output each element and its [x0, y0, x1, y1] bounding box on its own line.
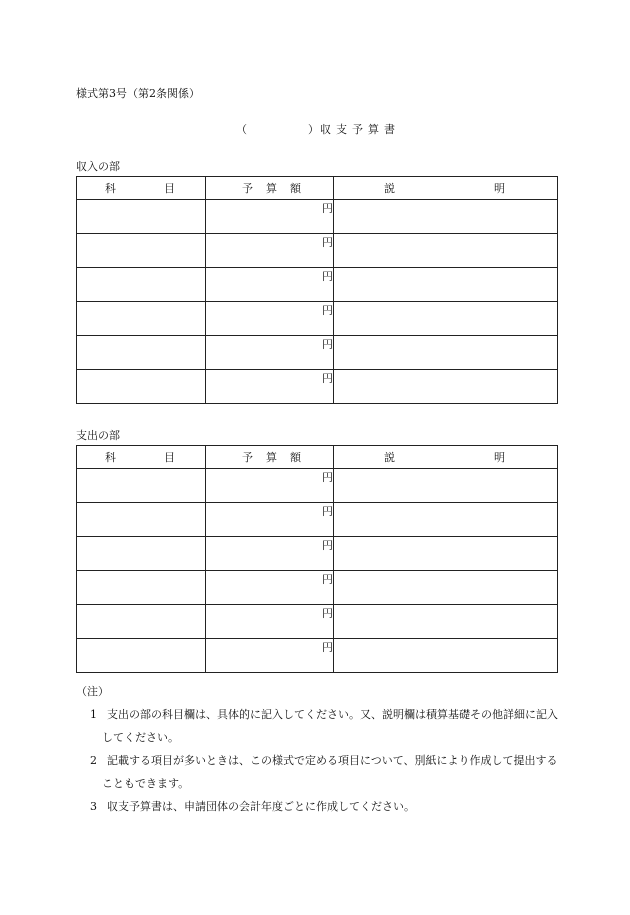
table-row	[77, 268, 558, 302]
header-item: 科 目	[77, 177, 206, 200]
description-cell[interactable]	[334, 336, 558, 370]
amount-cell[interactable]	[206, 469, 334, 503]
item-cell[interactable]	[77, 503, 206, 537]
table-header-row	[77, 177, 558, 200]
form-number-label: 様式第3号（第2条関係）	[76, 87, 200, 100]
header-amount: 予 算 額	[206, 446, 334, 469]
amount-cell[interactable]	[206, 200, 334, 234]
description-cell[interactable]	[334, 503, 558, 537]
header-item: 科 目	[77, 446, 206, 469]
item-cell[interactable]	[77, 469, 206, 503]
table-row	[77, 336, 558, 370]
amount-cell[interactable]	[206, 503, 334, 537]
item-cell[interactable]	[77, 234, 206, 268]
note-item: 1 支出の部の科目欄は、具体的に記入してください。又、説明欄は積算基礎その他詳細に記入してください。	[90, 708, 558, 744]
table-row	[77, 302, 558, 336]
table-row	[77, 503, 558, 537]
item-cell[interactable]	[77, 268, 206, 302]
table-row	[77, 571, 558, 605]
amount-cell[interactable]	[206, 268, 334, 302]
yen-unit-label: 円	[322, 270, 333, 283]
yen-unit-label: 円	[322, 505, 333, 518]
document-title	[236, 121, 400, 137]
amount-cell[interactable]	[206, 370, 334, 404]
yen-unit-label: 円	[322, 539, 333, 552]
note-item: 2 記載する項目が多いときは、この様式で定める項目について、別紙により作成して提出することもできます。	[90, 754, 558, 790]
table-row	[77, 370, 558, 404]
description-cell[interactable]	[334, 200, 558, 234]
item-cell[interactable]	[77, 571, 206, 605]
amount-cell[interactable]	[206, 537, 334, 571]
note-item: 3 収支予算書は、申請団体の会計年度ごとに作成してください。	[90, 800, 415, 813]
item-cell[interactable]	[77, 302, 206, 336]
description-cell[interactable]	[334, 571, 558, 605]
item-cell[interactable]	[77, 200, 206, 234]
amount-cell[interactable]	[206, 336, 334, 370]
yen-unit-label: 円	[322, 641, 333, 654]
item-cell[interactable]	[77, 605, 206, 639]
table-row	[77, 200, 558, 234]
description-cell[interactable]	[334, 537, 558, 571]
item-cell[interactable]	[77, 370, 206, 404]
header-amount: 予 算 額	[206, 177, 334, 200]
amount-cell[interactable]	[206, 605, 334, 639]
table-header-row	[77, 446, 558, 469]
expense-table	[76, 445, 558, 673]
yen-unit-label: 円	[322, 202, 333, 215]
yen-unit-label: 円	[322, 471, 333, 484]
yen-unit-label: 円	[322, 607, 333, 620]
header-description: 説 明	[334, 177, 558, 200]
table-row	[77, 605, 558, 639]
table-row	[77, 537, 558, 571]
table-row	[77, 469, 558, 503]
amount-cell[interactable]	[206, 571, 334, 605]
notes-heading: （注）	[76, 685, 109, 698]
amount-cell[interactable]	[206, 234, 334, 268]
description-cell[interactable]	[334, 370, 558, 404]
income-table	[76, 176, 558, 404]
yen-unit-label: 円	[322, 338, 333, 351]
description-cell[interactable]	[334, 234, 558, 268]
item-cell[interactable]	[77, 639, 206, 673]
title-open-paren: （	[236, 123, 248, 136]
description-cell[interactable]	[334, 469, 558, 503]
yen-unit-label: 円	[322, 573, 333, 586]
yen-unit-label: 円	[322, 304, 333, 317]
item-cell[interactable]	[77, 537, 206, 571]
amount-cell[interactable]	[206, 639, 334, 673]
yen-unit-label: 円	[322, 372, 333, 385]
description-cell[interactable]	[334, 302, 558, 336]
yen-unit-label: 円	[322, 236, 333, 249]
description-cell[interactable]	[334, 639, 558, 673]
item-cell[interactable]	[77, 336, 206, 370]
notes-section	[76, 680, 566, 818]
income-section-label: 収入の部	[76, 160, 120, 173]
title-close-paren: ）	[308, 123, 320, 136]
table-row	[77, 234, 558, 268]
description-cell[interactable]	[334, 268, 558, 302]
amount-cell[interactable]	[206, 302, 334, 336]
title-text: 収支予算書	[320, 123, 400, 136]
header-description: 説 明	[334, 446, 558, 469]
table-row	[77, 639, 558, 673]
description-cell[interactable]	[334, 605, 558, 639]
expense-section-label: 支出の部	[76, 429, 120, 442]
